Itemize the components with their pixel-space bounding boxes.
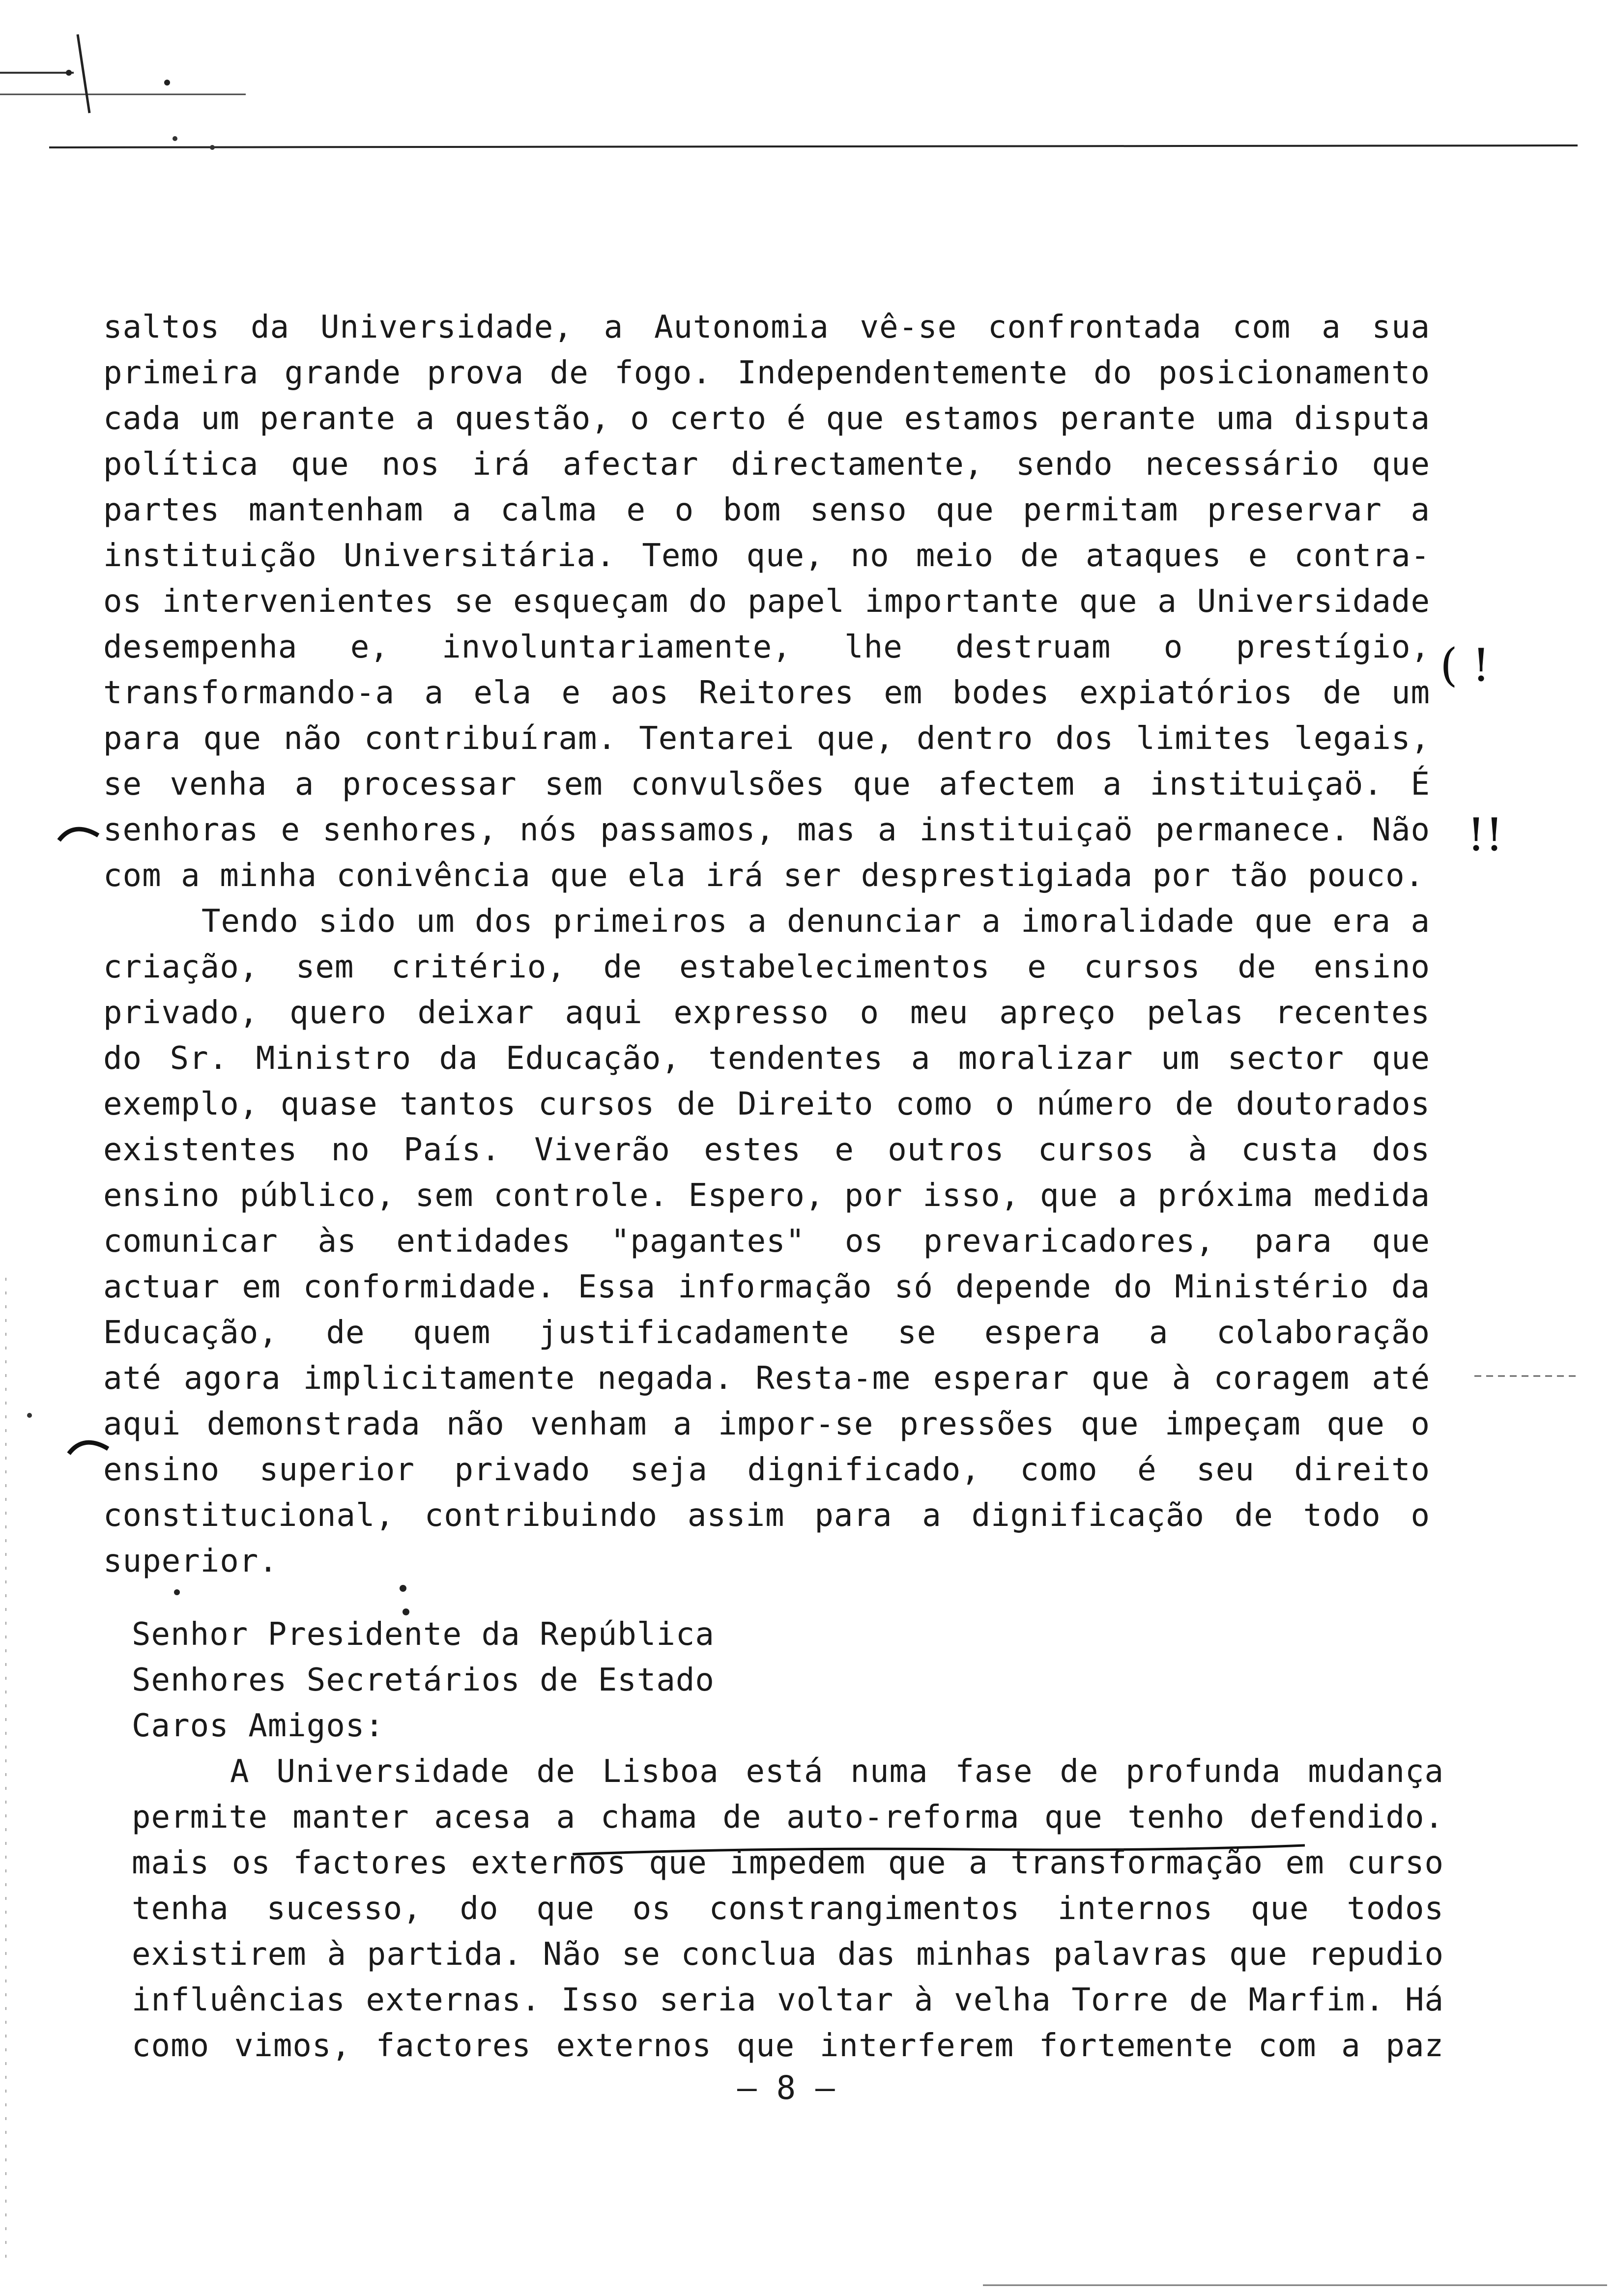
text-line: constitucional, contribuindo assim para a dignificação de todo o (103, 1497, 1430, 1534)
text-line: cada um perante a questão, o certo é que estamos perante uma disputa (103, 401, 1430, 437)
text-line: instituição Universitária. Temo que, no meio de ataques e contra- (103, 538, 1430, 574)
body-paragraph-block (103, 305, 1430, 1584)
text-line: Tendo sido um dos primeiros a denunciar a imoralidade que era a (202, 903, 1430, 940)
text-line: política que nos irá afectar directamente, sendo necessário que (103, 446, 1430, 483)
text-line: criação, sem critério, de estabelecimentos e cursos de ensino (103, 949, 1430, 985)
text-line: transformando-a a ela e aos Reitores em bodes expiatórios de um (103, 675, 1430, 711)
salutation (132, 1612, 1444, 1749)
text-line: aqui demonstrada não venham a impor-se pressões que impeçam que o (103, 1406, 1430, 1442)
text-line: existirem à partida. Não se conclua das minhas palavras que repudio (132, 1936, 1444, 1973)
salutation-line: Senhor Presidente da República (132, 1616, 715, 1653)
text-line: existentes no País. Viverão estes e outros cursos à custa dos (103, 1132, 1430, 1168)
text-line: comunicar às entidades "pagantes" os prevaricadores, para que (103, 1223, 1430, 1260)
salutation-line: Caros Amigos: (132, 1708, 384, 1744)
page-number: — 8 — (737, 2069, 835, 2107)
text-line: do Sr. Ministro da Educação, tendentes a moralizar um sector que (103, 1040, 1430, 1077)
text-line: se venha a processar sem convulsões que afectem a instituiçaö. É (103, 766, 1430, 803)
text-line: até agora implicitamente negada. Resta-me esperar que à coragem até (103, 1360, 1430, 1397)
text-line: Educação, de quem justificadamente se espera a colaboração (103, 1315, 1430, 1351)
text-line: como vimos, factores externos que interferem fortemente com a paz (132, 2028, 1444, 2064)
text-line: permite manter acesa a chama de auto-reforma que tenho defendido. (132, 1799, 1444, 1836)
margin-annotation-1: ( ! (1440, 639, 1491, 691)
text-line: exemplo, quase tantos cursos de Direito como o número de doutorados (103, 1086, 1430, 1122)
text-line: influências externas. Isso seria voltar à velha Torre de Marfim. Há (132, 1982, 1444, 2018)
text-line: senhoras e senhores, nós passamos, mas a instituiçaö permanece. Não (103, 812, 1430, 848)
margin-annotation-2: !! (1467, 808, 1503, 861)
text-line: ensino público, sem controle. Espero, por isso, que a próxima medida (103, 1177, 1430, 1214)
text-line: desempenha e, involuntariamente, lhe destruam o prestígio, (103, 629, 1430, 665)
text-line: actuar em conformidade. Essa informação só depende do Ministério da (103, 1269, 1430, 1305)
text-line: ensino superior privado seja dignificado, como é seu direito (103, 1452, 1430, 1488)
text-line: tenha sucesso, do que os constrangimentos internos que todos (132, 1891, 1444, 1927)
paragraph-3 (132, 1749, 1444, 2069)
paragraph-1 (103, 305, 1430, 899)
text-line: saltos da Universidade, a Autonomia vê-se confrontada com a sua (103, 309, 1430, 345)
text-line: com a minha conivência que ela irá ser desprestigiada por tão pouco. (103, 858, 1425, 894)
closing-section (132, 1612, 1444, 2069)
text-line: privado, quero deixar aqui expresso o meu apreço pelas recentes (103, 995, 1430, 1031)
text-line: para que não contribuíram. Tentarei que, dentro dos limites legais, (103, 720, 1430, 757)
salutation-line: Senhores Secretários de Estado (132, 1662, 715, 1698)
paragraph-2 (103, 899, 1430, 1584)
text-line: mais os factores externos que impedem que a transformação em curso (132, 1845, 1444, 1881)
text-line: primeira grande prova de fogo. Independentemente do posicionamento (103, 355, 1430, 391)
text-line: partes mantenham a calma e o bom senso que permitam preservar a (103, 492, 1430, 528)
text-line: superior. (103, 1543, 278, 1579)
text-line: os intervenientes se esqueçam do papel importante que a Universidade (103, 583, 1430, 620)
text-line: A Universidade de Lisboa está numa fase de profunda mudança (230, 1753, 1444, 1790)
